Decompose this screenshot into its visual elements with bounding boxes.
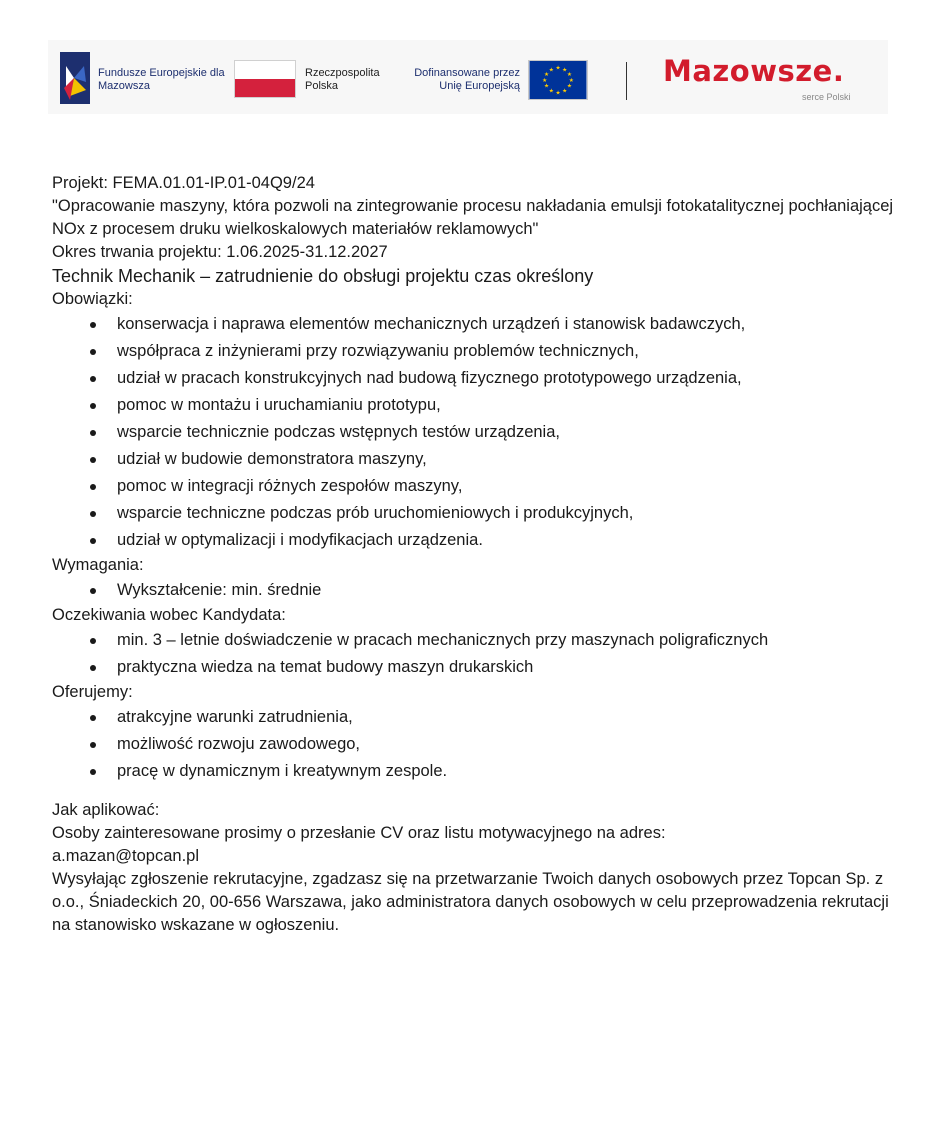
list-item: atrakcyjne warunki zatrudnienia, bbox=[52, 704, 902, 731]
project-period: Okres trwania projektu: 1.06.2025-31.12.2027 bbox=[52, 243, 388, 261]
mazowsze-logo: Mazowsze. bbox=[663, 54, 845, 88]
apply-section bbox=[52, 799, 902, 868]
list-item: udział w optymalizacji i modyfikacjach urządzenia. bbox=[52, 527, 902, 554]
position-title: Technik Mechanik – zatrudnienie do obsługi projektu czas określony bbox=[52, 266, 594, 286]
job-posting bbox=[52, 172, 902, 937]
bullet-icon bbox=[90, 376, 96, 382]
bullet-icon bbox=[90, 457, 96, 463]
bullet-icon bbox=[90, 349, 96, 355]
list-item: min. 3 – letnie doświadczenie w pracach mechanicznych przy maszynach poligraficznych bbox=[52, 627, 902, 654]
bullet-icon bbox=[90, 665, 96, 671]
duties-list bbox=[52, 311, 902, 554]
list-item: pomoc w montażu i uruchamianiu prototypu, bbox=[52, 392, 902, 419]
project-info bbox=[52, 172, 902, 264]
bullet-icon bbox=[90, 511, 96, 517]
offer-list bbox=[52, 704, 902, 785]
list-item: praktyczna wiedza na temat budowy maszyn drukarskich bbox=[52, 654, 902, 681]
expectations-list bbox=[52, 627, 902, 681]
apply-email[interactable]: a.mazan@topcan.pl bbox=[52, 847, 200, 865]
fundusze-europejskie-logo-icon bbox=[60, 52, 90, 104]
svg-text:★: ★ bbox=[562, 67, 568, 74]
bullet-icon bbox=[90, 538, 96, 544]
duties-heading: Obowiązki: bbox=[52, 290, 133, 308]
svg-text:★: ★ bbox=[562, 88, 568, 95]
requirements-list bbox=[52, 577, 902, 604]
svg-text:★: ★ bbox=[555, 65, 561, 72]
bullet-icon bbox=[90, 638, 96, 644]
bullet-icon bbox=[90, 430, 96, 436]
bullet-icon bbox=[90, 715, 96, 721]
svg-text:★: ★ bbox=[548, 67, 554, 74]
svg-text:★: ★ bbox=[548, 88, 554, 95]
svg-text:★: ★ bbox=[568, 77, 574, 84]
list-item: współpraca z inżynierami przy rozwiązywaniu problemów technicznych, bbox=[52, 338, 902, 365]
list-item: Wykształcenie: min. średnie bbox=[52, 577, 902, 604]
apply-text: Osoby zainteresowane prosimy o przesłanie CV oraz listu motywacyjnego na adres: bbox=[52, 824, 666, 842]
list-item: pracę w dynamicznym i kreatywnym zespole. bbox=[52, 758, 902, 785]
eu-flag-icon bbox=[528, 60, 588, 100]
svg-text:★: ★ bbox=[566, 72, 572, 79]
poland-flag-icon bbox=[234, 60, 296, 98]
project-title: "Opracowanie maszyny, która pozwoli na zintegrowanie procesu nakładania emulsji fotokatalitycznej pochłaniającej NOx z procesem druku wielkoskalowych materiałów reklamowych" bbox=[52, 197, 894, 238]
svg-text:★: ★ bbox=[544, 72, 550, 79]
mazowsze-tagline: serce Polski bbox=[802, 92, 851, 102]
logo-divider bbox=[626, 62, 627, 100]
gdpr-consent-text: Wysyłając zgłoszenie rekrutacyjne, zgadzasz się na przetwarzanie Twoich danych osobowych przez Topcan Sp. z o.o., Śniadeckich 20, 00-656 Warszawa, jako administratora danych osobowych w celu przeprowadzenia rekrutacji na stanowisko wskazane w ogłoszeniu. bbox=[52, 870, 889, 934]
list-item: pomoc w integracji różnych zespołów maszyny, bbox=[52, 473, 902, 500]
bullet-icon bbox=[90, 484, 96, 490]
bullet-icon bbox=[90, 769, 96, 775]
svg-text:★: ★ bbox=[555, 90, 561, 97]
project-id: Projekt: FEMA.01.01-IP.01-04Q9/24 bbox=[52, 174, 315, 192]
svg-text:★: ★ bbox=[566, 83, 572, 90]
bullet-icon bbox=[90, 742, 96, 748]
rzeczpospolita-text: Rzeczpospolita Polska bbox=[305, 67, 380, 92]
expectations-heading: Oczekiwania wobec Kandydata: bbox=[52, 606, 286, 624]
list-item: wsparcie technicznie podczas wstępnych testów urządzenia, bbox=[52, 419, 902, 446]
bullet-icon bbox=[90, 588, 96, 594]
apply-heading: Jak aplikować: bbox=[52, 801, 160, 819]
fundusze-europejskie-text: Fundusze Europejskie dla Mazowsza bbox=[98, 67, 225, 92]
requirements-heading: Wymagania: bbox=[52, 556, 144, 574]
list-item: udział w budowie demonstratora maszyny, bbox=[52, 446, 902, 473]
list-item: wsparcie techniczne podczas prób uruchomieniowych i produkcyjnych, bbox=[52, 500, 902, 527]
svg-text:★: ★ bbox=[542, 77, 548, 84]
bullet-icon bbox=[90, 403, 96, 409]
svg-text:★: ★ bbox=[544, 83, 550, 90]
list-item: możliwość rozwoju zawodowego, bbox=[52, 731, 902, 758]
logo-band bbox=[48, 40, 888, 114]
eu-cofinancing-text: Dofinansowane przez Unię Europejską bbox=[414, 67, 520, 92]
list-item: konserwacja i naprawa elementów mechanicznych urządzeń i stanowisk badawczych, bbox=[52, 311, 902, 338]
bullet-icon bbox=[90, 322, 96, 328]
offer-heading: Oferujemy: bbox=[52, 683, 133, 701]
list-item: udział w pracach konstrukcyjnych nad budową fizycznego prototypowego urządzenia, bbox=[52, 365, 902, 392]
